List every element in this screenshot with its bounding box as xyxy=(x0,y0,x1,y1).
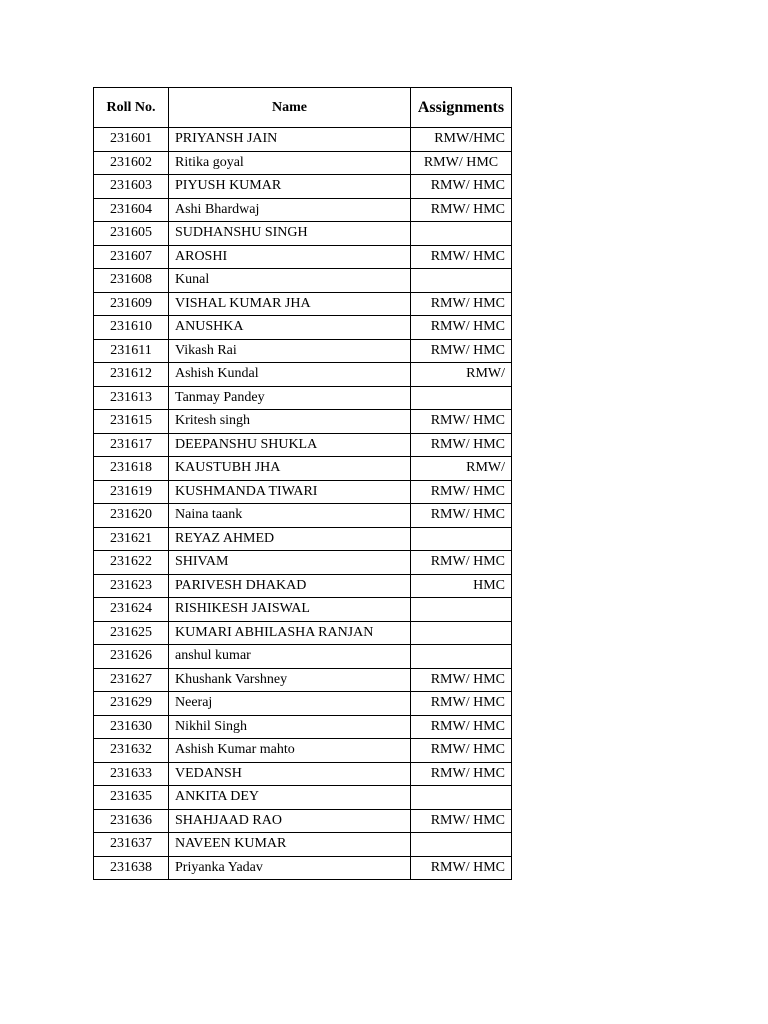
roll-number-cell: 231637 xyxy=(94,833,169,857)
roll-number-cell: 231620 xyxy=(94,504,169,528)
roll-number-cell: 231608 xyxy=(94,269,169,293)
table-row xyxy=(94,809,512,833)
assignments-cell: RMW/ HMC xyxy=(411,551,512,575)
assignments-cell xyxy=(411,833,512,857)
student-name-cell: DEEPANSHU SHUKLA xyxy=(169,433,411,457)
roll-number-cell: 231632 xyxy=(94,739,169,763)
student-name-cell: AROSHI xyxy=(169,245,411,269)
student-name-cell: VISHAL KUMAR JHA xyxy=(169,292,411,316)
table-row xyxy=(94,245,512,269)
table-row xyxy=(94,621,512,645)
roll-number-cell: 231609 xyxy=(94,292,169,316)
roll-number-cell: 231622 xyxy=(94,551,169,575)
assignments-cell: RMW/ HMC xyxy=(411,151,512,175)
assignments-cell: RMW/ HMC xyxy=(411,739,512,763)
assignments-cell: RMW/ HMC xyxy=(411,316,512,340)
student-name-cell: PARIVESH DHAKAD xyxy=(169,574,411,598)
assignments-cell xyxy=(411,269,512,293)
assignments-cell: RMW/HMC xyxy=(411,128,512,152)
assignments-cell: HMC xyxy=(411,574,512,598)
table-row xyxy=(94,574,512,598)
roll-number-cell: 231611 xyxy=(94,339,169,363)
roll-number-cell: 231629 xyxy=(94,692,169,716)
student-name-cell: REYAZ AHMED xyxy=(169,527,411,551)
student-name-cell: KUMARI ABHILASHA RANJAN xyxy=(169,621,411,645)
table-row xyxy=(94,668,512,692)
assignments-cell xyxy=(411,386,512,410)
roll-number-cell: 231630 xyxy=(94,715,169,739)
table-row xyxy=(94,198,512,222)
table-row xyxy=(94,527,512,551)
assignments-cell xyxy=(411,222,512,246)
table-body xyxy=(94,128,512,880)
roll-number-cell: 231604 xyxy=(94,198,169,222)
assignments-cell: RMW/ HMC xyxy=(411,175,512,199)
assignments-cell: RMW/ HMC xyxy=(411,410,512,434)
table-row xyxy=(94,856,512,880)
roll-number-cell: 231633 xyxy=(94,762,169,786)
assignments-cell: RMW/ xyxy=(411,363,512,387)
roll-number-cell: 231601 xyxy=(94,128,169,152)
roll-number-cell: 231625 xyxy=(94,621,169,645)
assignments-cell xyxy=(411,621,512,645)
roll-number-cell: 231618 xyxy=(94,457,169,481)
table-row xyxy=(94,692,512,716)
roll-number-cell: 231624 xyxy=(94,598,169,622)
assignments-cell: RMW/ HMC xyxy=(411,245,512,269)
table-row xyxy=(94,551,512,575)
header-roll-no: Roll No. xyxy=(94,88,169,128)
assignments-cell xyxy=(411,527,512,551)
student-name-cell: ANUSHKA xyxy=(169,316,411,340)
table-row xyxy=(94,222,512,246)
student-name-cell: PRIYANSH JAIN xyxy=(169,128,411,152)
student-name-cell: VEDANSH xyxy=(169,762,411,786)
table-row xyxy=(94,598,512,622)
assignments-cell: RMW/ HMC xyxy=(411,715,512,739)
table-row xyxy=(94,175,512,199)
student-name-cell: Nikhil Singh xyxy=(169,715,411,739)
table-row xyxy=(94,410,512,434)
assignments-cell: RMW/ HMC xyxy=(411,339,512,363)
table-row xyxy=(94,269,512,293)
roll-number-cell: 231623 xyxy=(94,574,169,598)
student-name-cell: Khushank Varshney xyxy=(169,668,411,692)
table-row xyxy=(94,480,512,504)
table-row xyxy=(94,786,512,810)
roll-number-cell: 231603 xyxy=(94,175,169,199)
table-row xyxy=(94,833,512,857)
student-name-cell: Ashish Kumar mahto xyxy=(169,739,411,763)
student-name-cell: Ashish Kundal xyxy=(169,363,411,387)
student-name-cell: KUSHMANDA TIWARI xyxy=(169,480,411,504)
student-name-cell: SUDHANSHU SINGH xyxy=(169,222,411,246)
roll-number-cell: 231602 xyxy=(94,151,169,175)
assignments-cell: RMW/ HMC xyxy=(411,504,512,528)
roll-number-cell: 231636 xyxy=(94,809,169,833)
roll-number-cell: 231621 xyxy=(94,527,169,551)
roll-number-cell: 231619 xyxy=(94,480,169,504)
student-name-cell: Kritesh singh xyxy=(169,410,411,434)
roll-number-cell: 231626 xyxy=(94,645,169,669)
roll-number-cell: 231612 xyxy=(94,363,169,387)
header-name: Name xyxy=(169,88,411,128)
roll-number-cell: 231605 xyxy=(94,222,169,246)
assignments-cell: RMW/ HMC xyxy=(411,692,512,716)
table-row xyxy=(94,386,512,410)
student-name-cell: Ritika goyal xyxy=(169,151,411,175)
student-name-cell: ANKITA DEY xyxy=(169,786,411,810)
table-row xyxy=(94,762,512,786)
assignments-cell: RMW/ HMC xyxy=(411,762,512,786)
table-row xyxy=(94,339,512,363)
assignments-cell: RMW/ HMC xyxy=(411,292,512,316)
student-name-cell: Tanmay Pandey xyxy=(169,386,411,410)
roll-number-cell: 231617 xyxy=(94,433,169,457)
header-row xyxy=(94,88,512,128)
student-name-cell: Priyanka Yadav xyxy=(169,856,411,880)
roll-number-cell: 231615 xyxy=(94,410,169,434)
roll-number-cell: 231607 xyxy=(94,245,169,269)
roll-table xyxy=(93,87,512,880)
table-row xyxy=(94,457,512,481)
roll-number-cell: 231610 xyxy=(94,316,169,340)
table-row xyxy=(94,715,512,739)
student-name-cell: Neeraj xyxy=(169,692,411,716)
table-row xyxy=(94,128,512,152)
assignments-cell: RMW/ HMC xyxy=(411,856,512,880)
student-name-cell: PIYUSH KUMAR xyxy=(169,175,411,199)
header-assignments: Assignments xyxy=(411,88,512,128)
student-name-cell: Ashi Bhardwaj xyxy=(169,198,411,222)
student-name-cell: SHIVAM xyxy=(169,551,411,575)
student-name-cell: Vikash Rai xyxy=(169,339,411,363)
assignments-cell: RMW/ HMC xyxy=(411,480,512,504)
table-row xyxy=(94,739,512,763)
table-row xyxy=(94,316,512,340)
roll-number-cell: 231627 xyxy=(94,668,169,692)
student-name-cell: Kunal xyxy=(169,269,411,293)
student-name-cell: anshul kumar xyxy=(169,645,411,669)
table-row xyxy=(94,151,512,175)
assignments-cell: RMW/ HMC xyxy=(411,433,512,457)
table-row xyxy=(94,504,512,528)
roll-number-cell: 231638 xyxy=(94,856,169,880)
roll-number-cell: 231635 xyxy=(94,786,169,810)
student-name-cell: RISHIKESH JAISWAL xyxy=(169,598,411,622)
assignments-cell xyxy=(411,598,512,622)
assignments-cell xyxy=(411,645,512,669)
assignments-cell xyxy=(411,786,512,810)
table-row xyxy=(94,645,512,669)
table-row xyxy=(94,433,512,457)
assignments-cell: RMW/ HMC xyxy=(411,668,512,692)
assignments-cell: RMW/ HMC xyxy=(411,198,512,222)
student-name-cell: NAVEEN KUMAR xyxy=(169,833,411,857)
student-name-cell: KAUSTUBH JHA xyxy=(169,457,411,481)
assignments-cell: RMW/ xyxy=(411,457,512,481)
roll-number-cell: 231613 xyxy=(94,386,169,410)
table-row xyxy=(94,363,512,387)
table-row xyxy=(94,292,512,316)
student-name-cell: SHAHJAAD RAO xyxy=(169,809,411,833)
assignments-cell: RMW/ HMC xyxy=(411,809,512,833)
student-name-cell: Naina taank xyxy=(169,504,411,528)
